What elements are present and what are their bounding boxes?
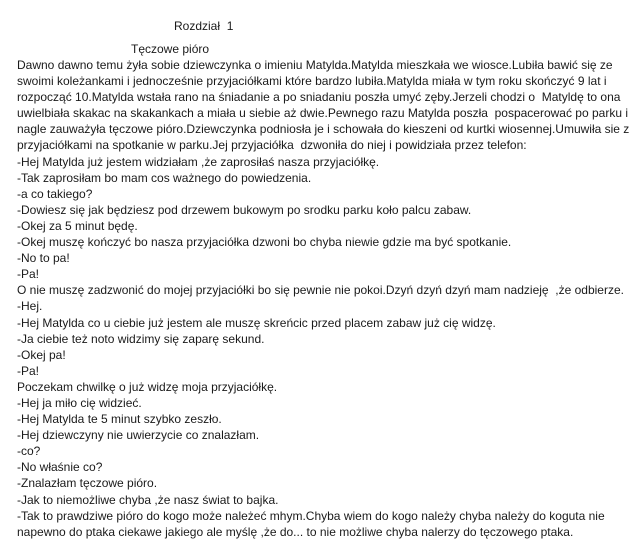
text-line: -a co takiego? [17,186,93,201]
text-line: -Pa! [17,363,40,378]
text-line: -Hej Matylda co u ciebie już jestem ale muszę skreńcic przed placem zabaw już cię widzę. [17,315,496,330]
text-line: -No właśnie co? [17,460,103,475]
text-line: -Hej dziewczyny nie uwierzycie co znalazłam. [17,428,260,443]
story-body [17,57,635,540]
text-line: -Dowiesz się jak będziesz pod drzewem bukowym po srodku parku koło palcu zabaw. [17,202,472,217]
text-line: nagle zauważyła tęczowe pióro.Dziewczynka podniosła je i schowała do kieszeni od kurtki wiosennej.Umuwiła sie z [17,122,630,137]
text-line: napewno do ptaka ciekawe jakiego ale myślę ,że do... to nie możliwe chyba nalerzy do tęczowego ptaka. [17,524,574,539]
text-line: rozpocząć 10.Matylda wstała rano na śniadanie a po sniadaniu poszła umyć zęby.Jerzeli chodzi o Matyldę to ona [17,90,621,105]
text-line: -Ja ciebie też noto widzimy się zaparę sekund. [17,331,265,346]
text-line: -Znalazłam tęczowe pióro. [17,476,158,491]
text-line: -Okej muszę kończyć bo nasza przyjaciółka dzwoni bo chyba niewie gdzie ma być spotkanie. [17,235,512,250]
text-line: -Tak to prawdziwe pióro do kogo może należeć mhym.Chyba wiem do kogo należy chyba należy do koguta nie [17,508,605,523]
text-line: -Hej. [17,299,43,314]
text-line: swoimi koleżankami i jednocześnie przyjaciółkami które bardzo lubiła.Matylda miała w tym roku skończyć 9 lat i [17,74,607,89]
text-line: -Tak zaprosiłam bo mam cos ważnego do powiedzenia. [17,170,312,185]
text-line: uwielbiała skakac na skakankach a miała u siebie aż dwie.Pewnego razu Matylda poszła pospacerować po parku i [17,106,629,121]
text-line: -co? [17,444,41,459]
text-line: -Hej ja miło cię widzieć. [17,395,142,410]
text-line: -Okej pa! [17,347,66,362]
text-line: przyjaciółkami na spotkanie w parku.Jej przyjaciółka dzwoniła do niej i powidziała przez telefon: [17,138,527,153]
story-title: Tęczowe pióro [131,42,210,56]
text-line: Poczekam chwilkę o już widzę moja przyjaciółkę. [17,379,278,394]
text-line: Dawno dawno temu żyła sobie dziewczynka o imieniu Matylda.Matylda mieszkała we wiosce.Lubiła bawić się ze [17,58,613,72]
text-line: -Hej Matylda te 5 minut szybko zeszło. [17,412,222,427]
text-line: O nie muszę zadzwonić do mojej przyjaciółki bo się pewnie nie pokoi.Dzyń dzyń dzyń mam nadzieję ,że odbierze. [17,283,624,298]
chapter-heading: Rozdział 1 [174,19,234,33]
text-line: -Hej Matylda już jestem widziałam ,że zaprosiłaś nasza przyjaciółkę. [17,154,380,169]
text-line: -Okej za 5 minut będę. [17,218,138,233]
text-line: -No to pa! [17,251,70,266]
text-line: -Jak to niemożliwe chyba ,że nasz świat to bajka. [17,492,279,507]
text-line: -Pa! [17,267,40,282]
